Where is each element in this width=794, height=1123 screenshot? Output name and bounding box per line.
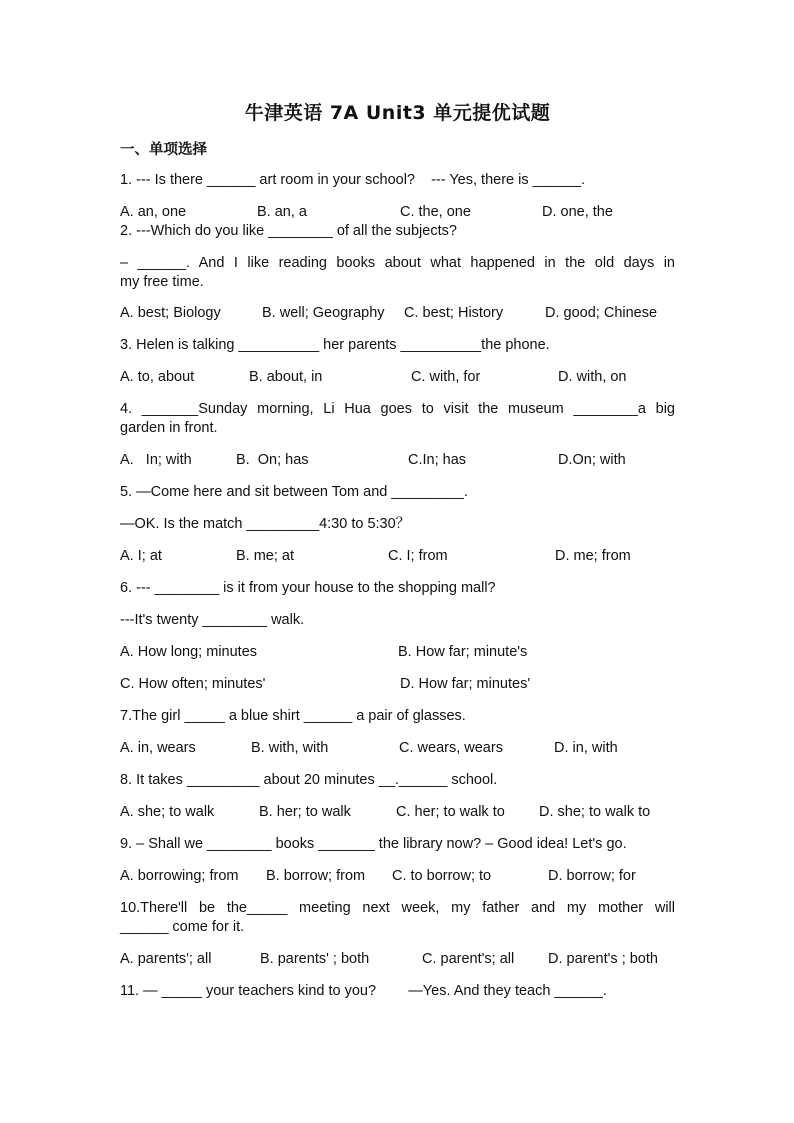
option-d: D. How far; minutes' (400, 676, 531, 692)
question-6-stem-2: ---It's twenty ________ walk. (120, 612, 305, 628)
option-b: B. with, with (251, 740, 329, 756)
option-b: B. about, in (249, 369, 323, 385)
question-2-answer-line-cont: my free time. (120, 274, 204, 290)
option-d: D. parent's ; both (548, 951, 658, 967)
question-3-options (120, 368, 675, 386)
option-c: C. I; from (388, 548, 448, 564)
option-c: C. her; to walk to (396, 804, 505, 820)
option-c: C. best; History (404, 305, 504, 321)
question-11-stem: 11. — _____ your teachers kind to you? —Yes. And they teach ______. (120, 983, 607, 999)
question-9-options (120, 867, 675, 885)
option-d: D.On; with (558, 452, 626, 468)
question-7-options (120, 739, 675, 757)
option-b: B. parents' ; both (260, 951, 370, 967)
option-b: B. On; has (236, 452, 309, 468)
option-b: B. me; at (236, 548, 295, 564)
question-6-options-row-1 (120, 643, 675, 661)
section-heading: 一、单项选择 (120, 142, 207, 158)
option-d: D. one, the (542, 204, 613, 220)
option-a: A. in, wears (120, 740, 196, 756)
option-a: A. I; at (120, 548, 162, 564)
question-6-options-row-2 (120, 675, 675, 693)
question-10-stem: 10.There'll be the_____ meeting next week, my father and my mother will (120, 900, 675, 916)
question-8-options (120, 803, 675, 821)
option-c: C. How often; minutes' (120, 676, 266, 692)
option-c: C. the, one (400, 204, 471, 220)
question-2-stem: 2. ---Which do you like ________ of all the subjects? (120, 223, 457, 239)
option-b: B. How far; minute's (398, 644, 528, 660)
option-d: D. me; from (555, 548, 631, 564)
question-5-stem-2: —OK. Is the match _________4:30 to 5:30？ (120, 516, 411, 532)
option-a: A. to, about (120, 369, 195, 385)
question-5-options (120, 547, 675, 565)
option-b: B. borrow; from (266, 868, 366, 884)
question-9-stem: 9. – Shall we ________ books _______ the library now? – Good idea! Let's go. (120, 836, 627, 852)
option-d: D. with, on (558, 369, 627, 385)
question-1-stem: 1. --- Is there ______ art room in your school? --- Yes, there is ______. (120, 172, 586, 188)
option-c: C. parent's; all (422, 951, 515, 967)
option-a: A. borrowing; from (120, 868, 239, 884)
option-c: C. wears, wears (399, 740, 503, 756)
option-a: A. she; to walk (120, 804, 215, 820)
question-10-stem-cont: ______ come for it. (120, 919, 245, 935)
option-a: A. an, one (120, 204, 187, 220)
question-10-options (120, 950, 675, 968)
option-a: A. parents'; all (120, 951, 212, 967)
question-5-stem: 5. —Come here and sit between Tom and _________. (120, 484, 468, 500)
question-3-stem: 3. Helen is talking __________ her parents __________the phone. (120, 337, 550, 353)
option-b: B. an, a (257, 204, 307, 220)
page-title: 牛津英语 7A Unit3 单元提优试题 (244, 102, 551, 124)
option-d: D. good; Chinese (545, 305, 658, 321)
option-a: A. best; Biology (120, 305, 221, 321)
question-4-stem-cont: garden in front. (120, 420, 218, 436)
question-1-options (120, 203, 675, 221)
question-2-answer-line: – ______. And I like reading books about what happened in the old days in (120, 255, 675, 271)
question-7-stem: 7.The girl _____ a blue shirt ______ a pair of glasses. (120, 708, 466, 724)
question-6-stem: 6. --- ________ is it from your house to the shopping mall? (120, 580, 496, 596)
worksheet-page (120, 0, 675, 1123)
question-4-options (120, 451, 675, 469)
question-8-stem: 8. It takes _________ about 20 minutes __.______ school. (120, 772, 498, 788)
option-c: C. with, for (411, 369, 481, 385)
question-2-options (120, 304, 675, 322)
option-d: D. she; to walk to (539, 804, 651, 820)
option-a: A. In; with (120, 452, 192, 468)
option-c: C.In; has (408, 452, 467, 468)
question-4-stem: 4. _______Sunday morning, Li Hua goes to visit the museum ________a big (120, 401, 675, 417)
option-b: B. well; Geography (262, 305, 385, 321)
option-d: D. borrow; for (548, 868, 636, 884)
option-b: B. her; to walk (259, 804, 351, 820)
option-c: C. to borrow; to (392, 868, 492, 884)
option-d: D. in, with (554, 740, 618, 756)
option-a: A. How long; minutes (120, 644, 258, 660)
